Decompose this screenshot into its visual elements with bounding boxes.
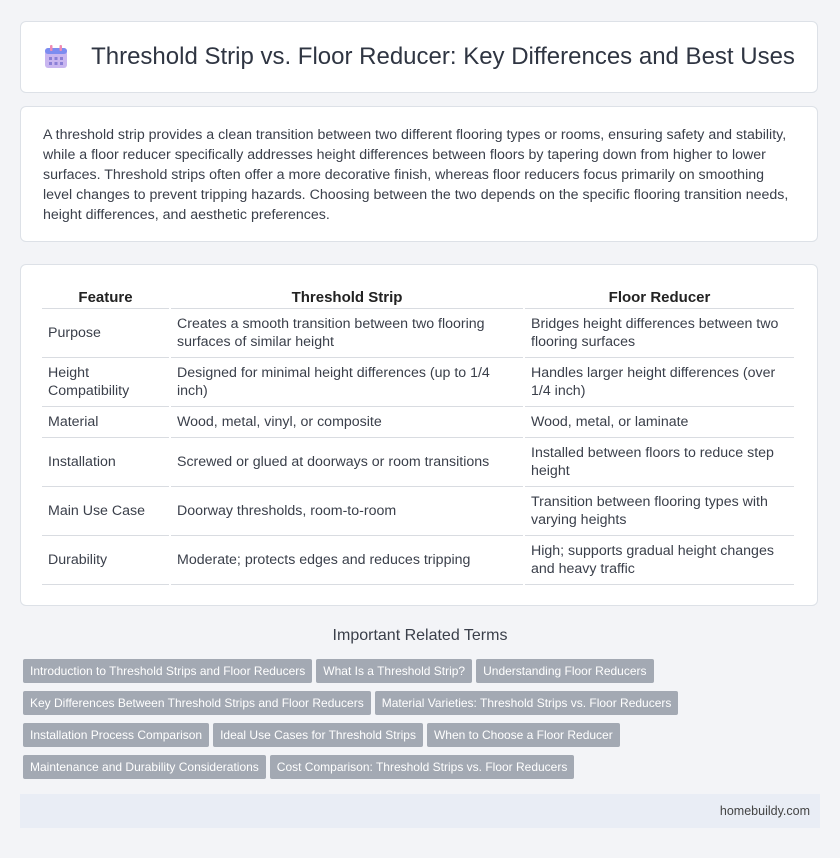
intro-text: A threshold strip provides a clean transition between two different flooring types or rooms, ensuring safety and stability, while a floor reducer specifically addresses height differences between floors by tapering down from higher to lower surfaces. Threshold strips often offer a more decorative finish, whereas floor reducers focus primarily on smoothing level changes to prevent tripping hazards. Choosing between the two depends on the specific flooring transition needs, height differences, and aesthetic preferences. [43, 127, 789, 223]
related-term-tag[interactable]: Cost Comparison: Threshold Strips vs. Floor Reducers [270, 755, 575, 779]
table-cell: Purpose [42, 309, 169, 358]
comparison-card [20, 264, 818, 606]
comparison-table [40, 285, 796, 585]
table-row [42, 487, 794, 536]
table-cell: Wood, metal, or laminate [525, 407, 794, 438]
table-cell: Installation [42, 438, 169, 487]
table-cell: Designed for minimal height differences (up to 1/4 inch) [171, 358, 523, 407]
related-terms-list [23, 659, 823, 787]
intro-card [20, 106, 818, 242]
table-cell: Creates a smooth transition between two flooring surfaces of similar height [171, 309, 523, 358]
related-term-tag[interactable]: Installation Process Comparison [23, 723, 209, 747]
related-term-tag[interactable]: Maintenance and Durability Considerations [23, 755, 266, 779]
table-cell: Main Use Case [42, 487, 169, 536]
table-cell: Doorway thresholds, room-to-room [171, 487, 523, 536]
table-cell: Wood, metal, vinyl, or composite [171, 407, 523, 438]
related-term-tag[interactable]: Introduction to Threshold Strips and Floor Reducers [23, 659, 312, 683]
related-term-tag[interactable]: Ideal Use Cases for Threshold Strips [213, 723, 423, 747]
footer-site[interactable]: homebuildy.com [719, 804, 810, 818]
table-cell: Material [42, 407, 169, 438]
table-row [42, 309, 794, 358]
table-cell: Screwed or glued at doorways or room transitions [171, 438, 523, 487]
related-term-tag[interactable]: When to Choose a Floor Reducer [427, 723, 620, 747]
related-term-tag[interactable]: Key Differences Between Threshold Strips and Floor Reducers [23, 691, 371, 715]
table-cell: Durability [42, 536, 169, 585]
calendar-icon [43, 44, 69, 70]
table-header-row [42, 285, 794, 309]
table-cell: Bridges height differences between two flooring surfaces [525, 309, 794, 358]
table-row [42, 407, 794, 438]
table-cell: High; supports gradual height changes and heavy traffic [525, 536, 794, 585]
column-header: Feature [42, 285, 169, 309]
related-term-tag[interactable]: What Is a Threshold Strip? [316, 659, 472, 683]
related-term-tag[interactable]: Understanding Floor Reducers [476, 659, 653, 683]
page-header [20, 21, 818, 93]
table-cell: Installed between floors to reduce step height [525, 438, 794, 487]
table-cell: Handles larger height differences (over 1/4 inch) [525, 358, 794, 407]
related-terms-title: Important Related Terms [332, 627, 508, 644]
footer [20, 794, 820, 828]
table-row [42, 358, 794, 407]
table-row [42, 536, 794, 585]
table-cell: Moderate; protects edges and reduces tripping [171, 536, 523, 585]
page-title: Threshold Strip vs. Floor Reducer: Key Differences and Best Uses [91, 43, 795, 70]
column-header: Floor Reducer [525, 285, 794, 309]
column-header: Threshold Strip [171, 285, 523, 309]
table-row [42, 438, 794, 487]
table-cell: Height Compatibility [42, 358, 169, 407]
table-cell: Transition between flooring types with varying heights [525, 487, 794, 536]
related-term-tag[interactable]: Material Varieties: Threshold Strips vs. Floor Reducers [375, 691, 679, 715]
